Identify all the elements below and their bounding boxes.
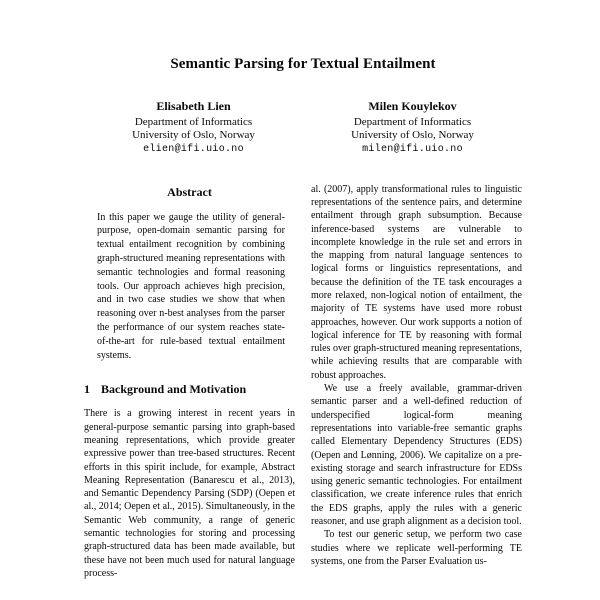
left-column [84, 183, 295, 581]
paragraph: al. (2007), apply transformational rules to linguistic representations of the sentence pairs, and determine entailment through graph subsumption. Because inference-based systems are vulnerable to incomplete knowledge in the rule set and errors in the mapping from natural language sentences to logical forms or linguistics representations, and because the definition of the TE task encourages a more relaxed, non-logical notion of entailment, the majority of TE systems have used more robust approaches, however. Our work supports a notion of logical inference for TE by reasoning with formal rules over graph-structured meaning representations, while achieving results that are comparable with robust approaches. [311, 183, 522, 381]
author-affiliation-line1: Department of Informatics [353, 115, 472, 128]
paragraph: We use a freely available, grammar-driven semantic parser and a well-defined reduction of underspecified logical-form meaning representations into variable-free semantic graphs called Elementary Dependency Structures (EDS) (Oepen and Lønning, 2006). We capitalize on a pre-existing storage and search infrastructure for EDSs using generic semantic technologies. For entailment classification, we create inference rules that enrich the EDS graphs, apply the rules with a generic reasoner, and use graph alignment as a decision tool. [311, 383, 522, 528]
author-email: milen@ifi.uio.no [362, 144, 463, 156]
author-name: Elisabeth Lien [156, 99, 231, 113]
section-title: Background and Motivation [101, 382, 247, 397]
authors-row [84, 99, 522, 157]
paragraph: To test our generic setup, we perform two case studies where we replicate well-performing TE systems, one from the Parser Evaluation us- [311, 529, 522, 567]
paragraph: There is a growing interest in recent years in general-purpose semantic parsing into graph-based meaning representations, which provide greater expressive power than tree-based structures. Recent efforts in this spirit include, for example, Abstract Meaning Representation (Banarescu et al., 2013), and Semantic Dependency Parsing (SDP) (Oepen et al., 2014; Oepen et al., 2015). Simultaneously, in the Semantic Web community, a range of generic semantic technologies for storing and processing graph-structured data has been made available, but these have not been much used for natural language process- [84, 408, 295, 579]
abstract-text: In this paper we gauge the utility of general-purpose, open-domain semantic parsing for textual entailment recognition by combining graph-structured meaning representations with semantic technologies and formal reasoning tools. Our approach achieves high precision, and in two case studies we show that when reasoning over n-best analyses from the parser the performance of our system reaches state-of-the-art for rule-based textual entailment systems. [97, 211, 285, 361]
author-block-2 [303, 99, 522, 157]
abstract-heading: Abstract [167, 184, 212, 199]
right-column [311, 183, 522, 569]
author-name: Milen Kouylekov [368, 99, 457, 113]
author-email: elien@ifi.uio.no [143, 144, 244, 156]
section-1-heading [84, 382, 295, 397]
author-affiliation-line2: University of Oslo, Norway [351, 129, 474, 142]
author-affiliation-line1: Department of Informatics [134, 115, 253, 128]
section-number: 1 [84, 382, 90, 397]
paper-title: Semantic Parsing for Textual Entailment [170, 56, 436, 72]
two-column-body [84, 183, 522, 581]
author-affiliation-line2: University of Oslo, Norway [132, 129, 255, 142]
author-block-1 [84, 99, 303, 157]
